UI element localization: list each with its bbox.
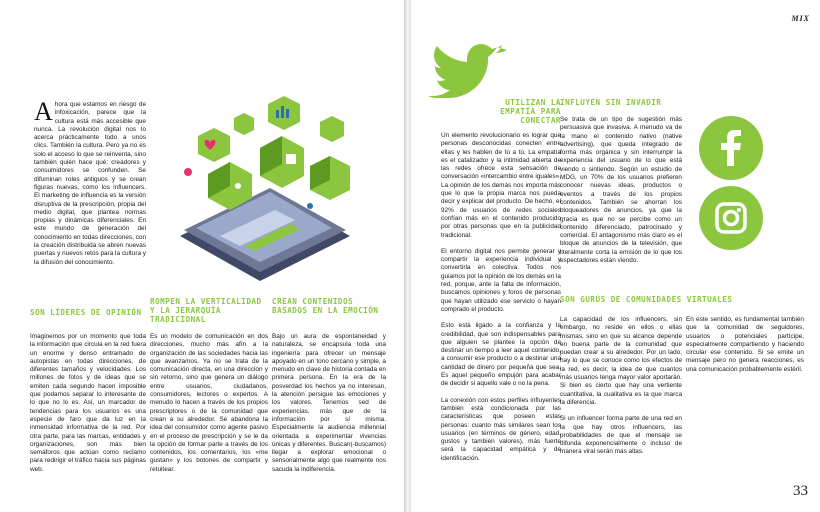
- like-icon: [260, 136, 304, 188]
- col-empatia-text: [441, 132, 561, 508]
- twitter-bird-icon: [425, 44, 517, 98]
- heart-icon: [198, 128, 230, 162]
- gurus-p1: La capacidad de los influencers, sin embargo, no reside en ellos o ellas mismas, sino en que su alcance depende en buena parte de la comunidad que puedan crear a su alrededor. Por un lado, hay lo que se conoce como los efectos de la red, es decir, la idea de que cuantos más usuarios tenga mayor valor aportarán. Si bien es cierto que hay una vertiente cuantitativa, la cualitativa es la que marca la diferencia.: [560, 316, 682, 406]
- heading-rompen: ROMPEN LA VERTICALIDAD Y LA JERARQUÍA TRADICIONAL: [150, 297, 262, 324]
- gurus-p2: Si un influencer forma parte de una red en la que hay otros influencers, las probabilidades de que el mensaje se difunda exponencialmente o incluso de manera viral serán más altas.: [560, 415, 682, 456]
- page-number: 33: [793, 483, 808, 499]
- heading-influyen: INFLUYEN SIN INVADIR: [560, 98, 662, 107]
- empatia-p1: Un elemento revolucionario es lograr que personas desconocidas conecten entre ellas y les hablen de tú a tú. La empatía es el catalizador y la intimidad abierta de las redes ofrece esta sensación de conversación «intercambio entre iguales». La opinión de los demás nos importa más que lo que la propia marca nos pueda decir y explicar del producto. De hecho, el 92% de usuarios de redes sociales confían más en el contenido producido por otras personas que en la publicidad tradicional.: [441, 132, 561, 239]
- heading-crean: CREAN CONTENIDOS BASADOS EN LA EMOCIÓN: [272, 297, 379, 315]
- phone-icon: [180, 188, 350, 281]
- empatia-p4: La conexión con estos perfiles influyentes también está condicionada por las características que poseen estas personas: cuanto más similares sean los usuarios (en términos de género, edad, gustos y también valores), más fuerte será la capacidad empática y de identificación.: [441, 396, 561, 462]
- heading-gurus: SON GURÚS DE COMUNIDADES VIRTUALES: [560, 295, 733, 304]
- empatia-p2: El entorno digital nos permite generar y compartir la experiencia individual y convertirla en colectiva. Todos nos guiamos por la opinión de los demás en la red, porque, ante la falta de información, buscamos opiniones y foros de personas que hayan utilizado ese servicio o hayan comprado el producto.: [441, 247, 561, 313]
- heading-lideres: SON LÍDERES DE OPINIÓN: [30, 308, 142, 317]
- image-icon: [310, 156, 350, 200]
- section-label: MIX: [791, 14, 810, 23]
- empatia-p3: Esto está ligado a la confianza y la credibilidad, que son indispensables para que alguien se plantee la opción de destinar un tiempo a leer aquel contenido, a consumir ese producto o a destinar una cantidad de dinero por pequeña que sea. Es aquel pequeño empujón para acabar de decidir si aquello vale o no la pena.: [441, 322, 561, 388]
- col-influyen-text: Se trata de un tipo de sugestión más persuasiva que invasiva. A menudo va de la mano el contenido nativo (native advertising), que queda integrado de forma más orgánica y sin interrumpir la experiencia del usuario de lo que está viendo o sintiendo. Según un estudio de MDG, un 70% de los usuarios prefieren conocer nuevas ideas, productos o eventos a través de los propios contenidos. También se ahorran los bloqueadores de anuncios, ya que la gracia es que no se percibe como un contenido diferenciado, patrocinado y comercial. El antagonismo más claro es el bloque de anuncios de la televisión, que literalmente corta la emisión de lo que los espectadores están viendo.: [560, 116, 682, 265]
- col-lideres-text: Imaginemos por un momento que toda la información que circula en la red fuera un enorme y denso entramado de autopistas en todas direcciones, de diferentes tamaños y velocidades. Los millones de fotos y de ideas que se emiten cada segundo hacen imposible que podamos separar lo interesante de lo que no lo es. Así, un marcador de tendencias para los usuarios es una especie de faro que da luz en la inmensidad informativa de la red. Por otra parte, para las marcas, entidades y organizaciones, son más bien semáforos que actúan como reclamo para redirigir el tráfico hacia sus páginas web.: [30, 333, 146, 473]
- phone-social-illustration: [160, 96, 370, 281]
- col-gurus-b: En este sentido, es fundamental también que la comunidad de seguidores, usuarios o potenciales partícipe, especialmente compartiendo y haciendo circular ese contenido. Si se emite un mensaje pero no genera reacciones, es una comunicación probablemente estéril.: [686, 316, 804, 373]
- intro-text: hora que estamos en riesgo de infoxicación, parece que la cultura está más accesible que nunca. La revolución digital nos lo acerca prácticamente todo a unos clics. También la cultura. Pero ya no es solo el acceso lo que se reinventa, sino también quién hace qué: creadores y consumidores se confunden. Se difuminan roles antiguos y se crean figuras nuevas, como los influencers. El marketing de influencia es la versión disruptiva de la prescripción, propia del medio digital, que plantea normas propias y dinámicas diferenciales. En este mundo de generación del conocimiento en todas direcciones, con la creación distribuida se abren nuevas puertas y nuevos retos para la cultura y la difusión del conocimiento.: [34, 101, 146, 265]
- col-crean-text: Bajo un aura de espontaneidad y naturaleza, se encapsula toda una ingeniería para ofrecer un mensaje apoyado en un tono cercano y simple, a menudo en clave de historia contada en primera persona. En la era de la posverdad los hechos ya no interesan, la atención persigue las emociones y los valores. Tenemos sed de experiencias, más que de la información por sí misma. Especialmente la audiencia millennial orientada a experimentar vivencias únicas y diferentes. Buscan(-buscamos) llegar a explorar emocional o sensorialmente algo que realmente nos sacuda la indiferencia.: [272, 333, 386, 473]
- facebook-icon[interactable]: [699, 116, 763, 180]
- col-gurus-a: [560, 316, 682, 506]
- right-page: [411, 0, 820, 512]
- intro-dropcap: A: [34, 101, 53, 126]
- left-page: [0, 0, 405, 512]
- intro-paragraph: [34, 101, 146, 265]
- instagram-icon[interactable]: [699, 186, 763, 250]
- col-rompen-text: Es un modelo de comunicación en dos direcciones, mucho más afín a la organización de las sociedades hacia las que avanzamos. Ya no se trata de la comunicación directa, en una dirección y sin retorno, sino que genera un diálogo entre usuarios, ciudadanos, consumidores, lectores o expertos. A menudo lo hacen a través de los propios prescriptores o de la comunidad que crean a su alrededor. Se abandona la idea del consumidor como agente pasivo en el proceso de prescripción y se le da la opción de formar parte a través de los contenidos, los comentarios, los «me gustan» y los botones de compartir y retuitear.: [150, 333, 268, 473]
- heading-empatia: UTILIZAN LA EMPATÍA PARA CONECTAR: [500, 98, 561, 125]
- chart-icon: [268, 96, 300, 130]
